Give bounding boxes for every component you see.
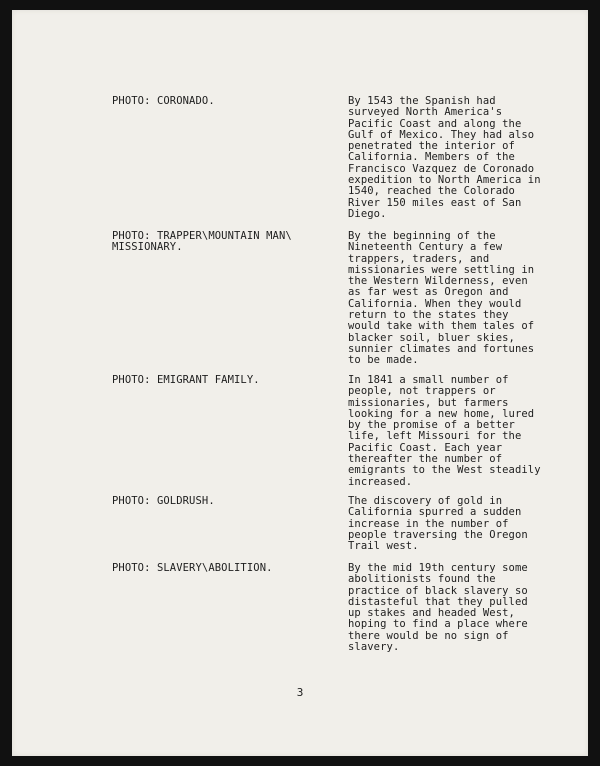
photo-caption: PHOTO: SLAVERY\ABOLITION.	[112, 562, 273, 574]
section-text: By the mid 19th century some abolitionists found the practice of black slavery so distasteful that they pulled up stakes and headed West, hoping to find a place where there would be no sign of slavery.	[348, 562, 528, 654]
section-text: By the beginning of the Nineteenth Century a few trappers, traders, and missionaries were settling in the Western Wilderness, even as far west as Oregon and California. When they would return to the states they would take with them tales of blacker soil, bluer skies, sunnier climates and fortunes to be made.	[348, 230, 535, 367]
photo-caption: PHOTO: TRAPPER\MOUNTAIN MAN\ MISSIONARY.	[112, 230, 292, 254]
section-coronado	[112, 96, 572, 220]
section-text: In 1841 a small number of people, not trappers or missionaries, but farmers looking for a new home, lured by the promise of a better life, left Missouri for the Pacific Coast. Each year thereafter the number of emigrants to the West steadily increased.	[348, 374, 541, 488]
section-text: By 1543 the Spanish had surveyed North America's Pacific Coast and along the Gulf of Mexico. They had also penetrated the interior of California. Members of the Francisco Vazquez de Coronado expedition to North America in 1540, reached the Colorado River 150 miles east of San Diego.	[348, 95, 541, 220]
photo-caption: PHOTO: CORONADO.	[112, 95, 215, 107]
section-emigrant-family	[112, 375, 572, 488]
section-goldrush	[112, 496, 572, 552]
document-page	[12, 10, 588, 756]
photo-caption: PHOTO: EMIGRANT FAMILY.	[112, 374, 260, 386]
section-text: The discovery of gold in California spurred a sudden increase in the number of people traversing the Oregon Trail west.	[348, 495, 528, 553]
page-number: 3	[296, 686, 304, 699]
section-slavery	[112, 563, 572, 653]
section-trapper	[112, 231, 572, 367]
photo-caption: PHOTO: GOLDRUSH.	[112, 495, 215, 507]
